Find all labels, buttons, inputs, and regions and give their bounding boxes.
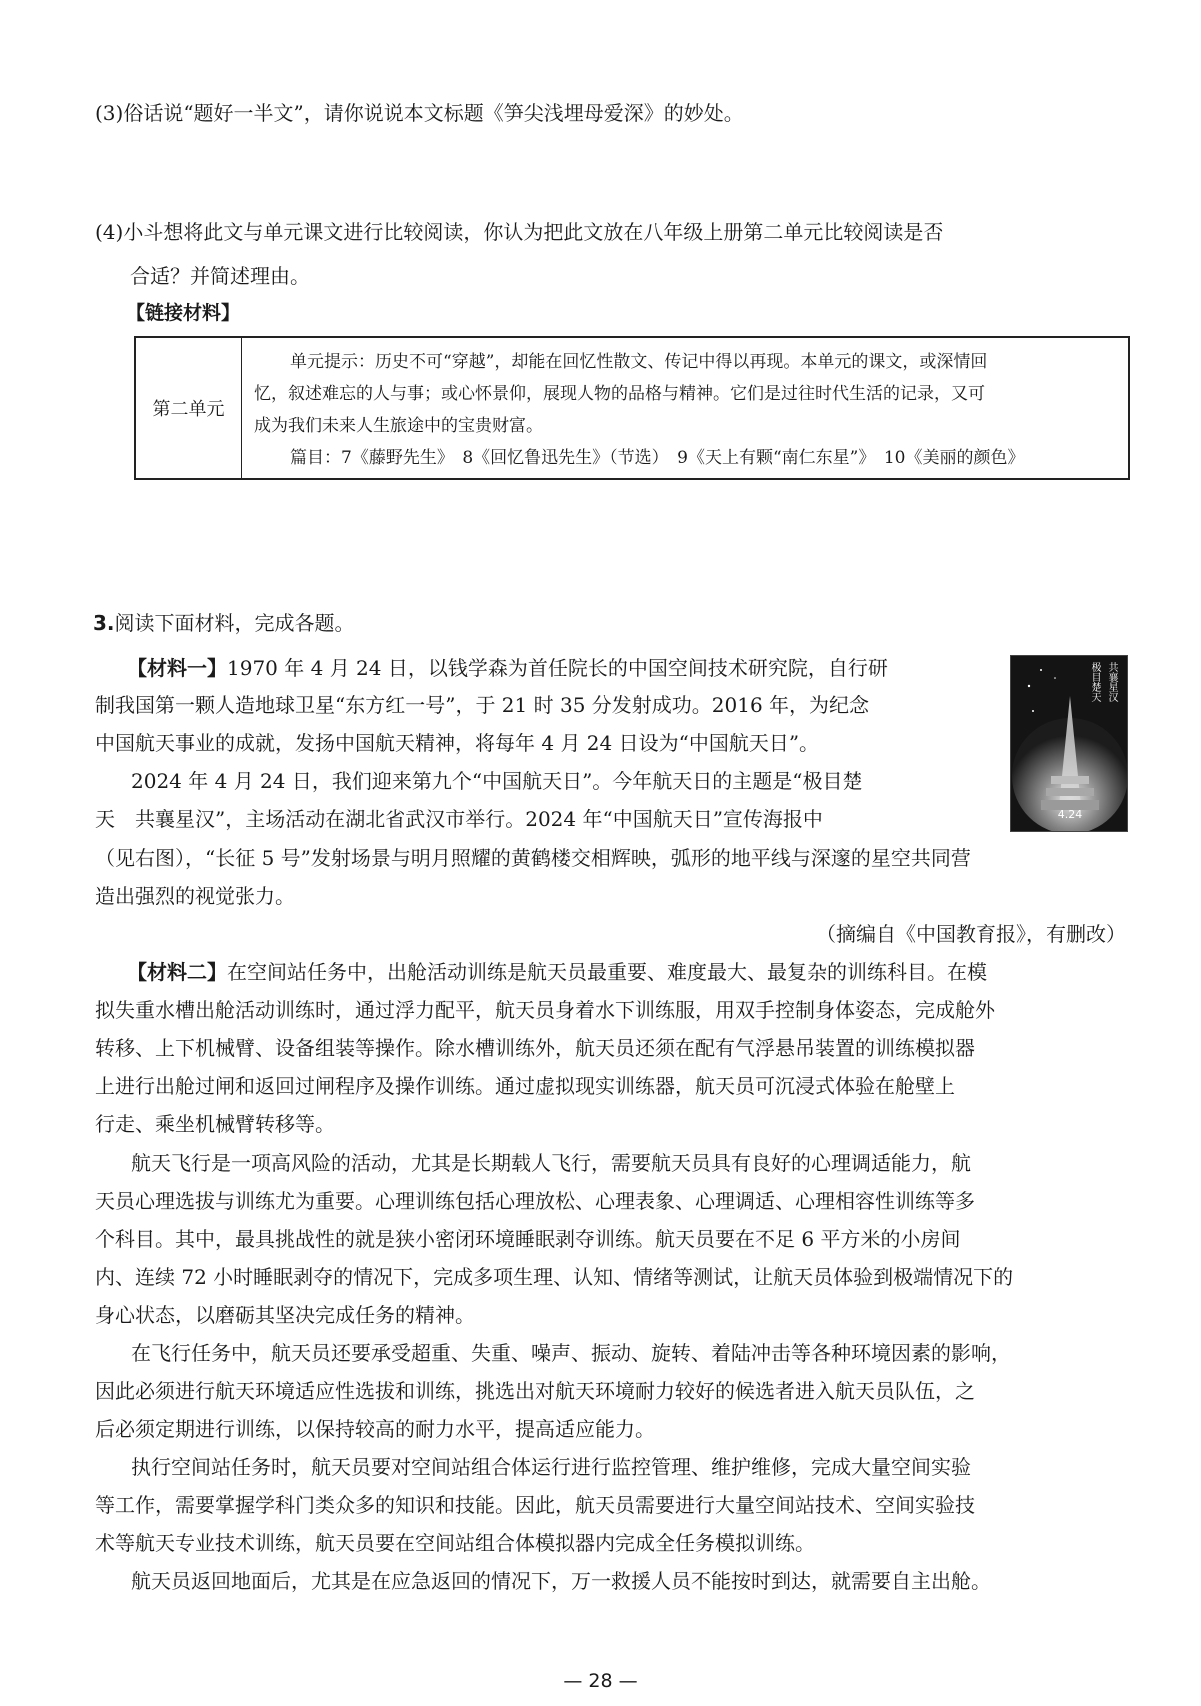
unit-label: 第二单元 [136,338,242,478]
material2-line: 【材料二】在空间站任务中，出舱活动训练是航天员最重要、难度最大、最复杂的训练科目。在模 [127,960,987,984]
question-4-line1: (4)小斗想将此文与单元课文进行比较阅读，你认为把此文放在八年级上册第二单元比较阅读是否 [95,220,944,244]
unit-text-line: 忆，叙述难忘的人与事；或心怀景仰，展现人物的品格与精神。它们是过往时代生活的记录，又可 [254,384,985,404]
section-intro: 阅读下面材料，完成各题。 [114,611,355,635]
material1-line: 制我国第一颗人造地球卫星“东方红一号”，于 21 时 35 分发射成功。2016 年，为纪念 [95,693,870,717]
question-4-line2: 合适？并简述理由。 [130,264,310,288]
unit-text-line: 单元提示：历史不可“穿越”，却能在回忆性散文、传记中得以再现。本单元的课文，或深情回 [290,352,988,372]
material2-line: 航天员返回地面后，尤其是在应急返回的情况下，万一救援人员不能按时到达，就需要自主出舱。 [131,1569,991,1593]
poster-date: 4.24 [1057,808,1083,821]
page-number: — 28 — [563,1670,638,1692]
section-number: 3. [93,611,115,635]
question-3: (3)俗话说“题好一半文”，请你说说本文标题《笋尖浅埋母爱深》的妙处。 [95,101,744,125]
material2-line: 身心状态，以磨砺其坚决完成任务的精神。 [95,1303,475,1327]
material1-label: 【材料一】 [127,656,227,680]
material2-line: 内、连续 72 小时睡眠剥夺的情况下，完成多项生理、认知、情绪等测试，让航天员体验到极端情况下的 [95,1265,1014,1289]
material2-label: 【材料二】 [127,960,227,984]
material2-line: 航天飞行是一项高风险的活动，尤其是长期载人飞行，需要航天员具有良好的心理调适能力，航 [131,1151,971,1175]
material2-line: 转移、上下机械臂、设备组装等操作。除水槽训练外，航天员还须在配有气浮悬吊装置的训练模拟器 [95,1036,975,1060]
material2-line: 后必须定期进行训练，以保持较高的耐力水平，提高适应能力。 [95,1417,655,1441]
material2-line: 术等航天专业技术训练，航天员要在空间站组合体模拟器内完成全任务模拟训练。 [95,1531,815,1555]
material2-line: 天员心理选拔与训练尤为重要。心理训练包括心理放松、心理表象、心理调适、心理相容性训练等多 [95,1189,975,1213]
material2-line: 在飞行任务中，航天员还要承受超重、失重、噪声、振动、旋转、着陆冲击等各种环境因素的影响， [131,1341,1011,1365]
link-material-header: 【链接材料】 [126,302,241,324]
material2-line: 执行空间站任务时，航天员要对空间站组合体运行进行监控管理、维护维修，完成大量空间实验 [131,1455,971,1479]
unit-text-line: 成为我们未来人生旅途中的宝贵财富。 [254,416,543,436]
material2-line: 上进行出舱过闸和返回过闸程序及操作训练。通过虚拟现实训练器，航天员可沉浸式体验在舱壁上 [95,1074,955,1098]
space-day-poster-image [1010,655,1128,832]
unit-text-line: 篇目：7《藤野先生》 8《回忆鲁迅先生》（节选） 9《天上有颗“南仁东星”》 10《美丽的颜色》 [290,448,1025,468]
unit-description [242,338,1128,478]
section-3-heading [93,609,355,637]
material2-line: 行走、乘坐机械臂转移等。 [95,1112,335,1136]
material1-line: 造出强烈的视觉张力。 [95,884,295,908]
material1-line: 中国航天事业的成就，发扬中国航天精神，将每年 4 月 24 日设为“中国航天日”。 [95,731,820,755]
poster-title-1: 极目楚天 [1089,662,1100,702]
unit-info-table [134,336,1130,480]
material1-source: （摘编自《中国教育报》，有删改） [816,922,1126,946]
material2-line: 因此必须进行航天环境适应性选拔和训练，挑选出对航天环境耐力较好的候选者进入航天员队伍，之 [95,1379,975,1403]
material2-line: 拟失重水槽出舱活动训练时，通过浮力配平，航天员身着水下训练服，用双手控制身体姿态，完成舱外 [95,998,995,1022]
material1-line: （见右图），“长征 5 号”发射场景与明月照耀的黄鹤楼交相辉映，弧形的地平线与深邃的星空共同营 [95,846,971,870]
material1-line: 2024 年 4 月 24 日，我们迎来第九个“中国航天日”。今年航天日的主题是“极目楚 [131,769,863,793]
material1-line: 【材料一】1970 年 4 月 24 日，以钱学森为首任院长的中国空间技术研究院，自行研 [127,656,888,680]
material2-line: 等工作，需要掌握学科门类众多的知识和技能。因此，航天员需要进行大量空间站技术、空间实验技 [95,1493,975,1517]
material1-line: 天 共襄星汉”，主场活动在湖北省武汉市举行。2024 年“中国航天日”宣传海报中 [95,807,823,831]
poster-title-2: 共襄星汉 [1106,662,1117,702]
material2-line: 个科目。其中，最具挑战性的就是狭小密闭环境睡眠剥夺训练。航天员要在不足 6 平方米的小房间 [95,1227,961,1251]
